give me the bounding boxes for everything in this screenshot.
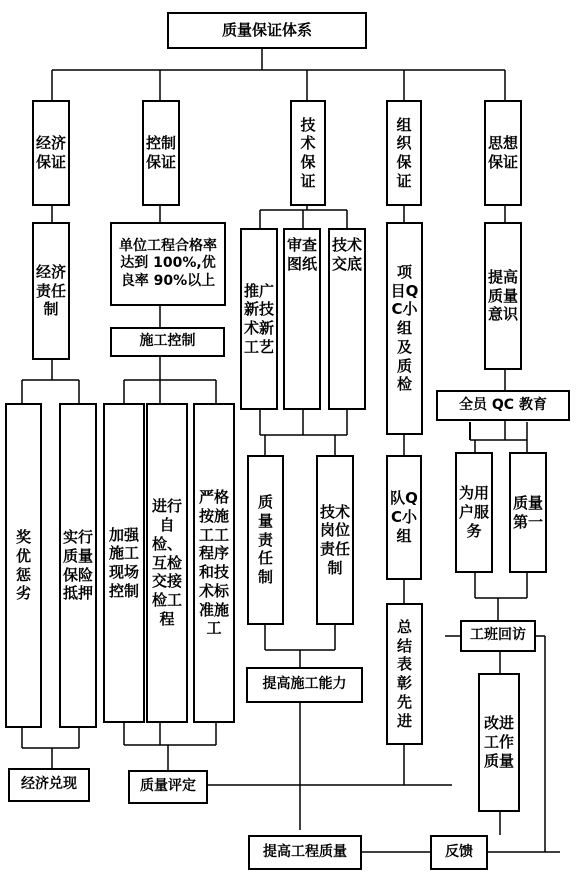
tech-guarantee-box: 技术保证 — [290, 100, 326, 206]
quality-insurance-mortgage-box: 实行质量保险抵押 — [59, 403, 97, 728]
self-inspection-box: 进行自检、互检交接检工程 — [146, 403, 188, 723]
org-guarantee-box: 组织保证 — [386, 100, 422, 206]
thought-guarantee-box: 思想保证 — [484, 100, 522, 206]
construction-capability-box: 提高施工能力 — [246, 667, 363, 703]
review-drawings-box: 审查图纸 — [283, 228, 321, 410]
improve-work-quality-box: 改进工作质量 — [478, 673, 520, 812]
control-guarantee-box: 控制保证 — [142, 100, 180, 206]
team-revisit-box: 工班回访 — [460, 620, 536, 652]
improve-project-quality-box: 提高工程质量 — [248, 835, 362, 870]
quality-evaluation-box: 质量评定 — [128, 770, 208, 804]
tech-disclosure-box: 技术交底 — [328, 228, 366, 410]
diagram-title: 质量保证体系 — [167, 12, 367, 49]
serve-users-box: 为用户服务 — [455, 452, 493, 573]
strict-procedure-box: 严格按施工工程序和技术标准施工 — [193, 403, 235, 723]
new-tech-box: 推广新技术新工艺 — [240, 228, 278, 410]
qc-education-box: 全员 QC 教育 — [436, 390, 570, 421]
economic-fulfillment-box: 经济兑现 — [8, 768, 90, 802]
feedback-box: 反馈 — [430, 835, 488, 870]
project-qc-box: 项目QC小组及质检 — [386, 222, 423, 435]
quality-responsibility-box: 质量责任制 — [247, 455, 284, 625]
reward-punish-box: 奖优惩劣 — [5, 403, 42, 728]
tech-post-responsibility-box: 技术岗位责任制 — [316, 455, 354, 625]
qualification-target-box: 单位工程合格率达到 100%,优良率 90%以上 — [110, 222, 226, 306]
construction-control-box: 施工控制 — [110, 327, 225, 357]
quality-awareness-box: 提高质量意识 — [484, 222, 522, 370]
economic-responsibility-box: 经济责任制 — [32, 222, 70, 360]
quality-first-box: 质量第一 — [509, 452, 547, 573]
team-qc-box: 队QC小组 — [386, 455, 422, 580]
commend-advanced-box: 总结表彰先进 — [386, 603, 423, 745]
economic-guarantee-box: 经济保证 — [32, 100, 70, 206]
site-control-box: 加强施工现场控制 — [103, 403, 145, 723]
